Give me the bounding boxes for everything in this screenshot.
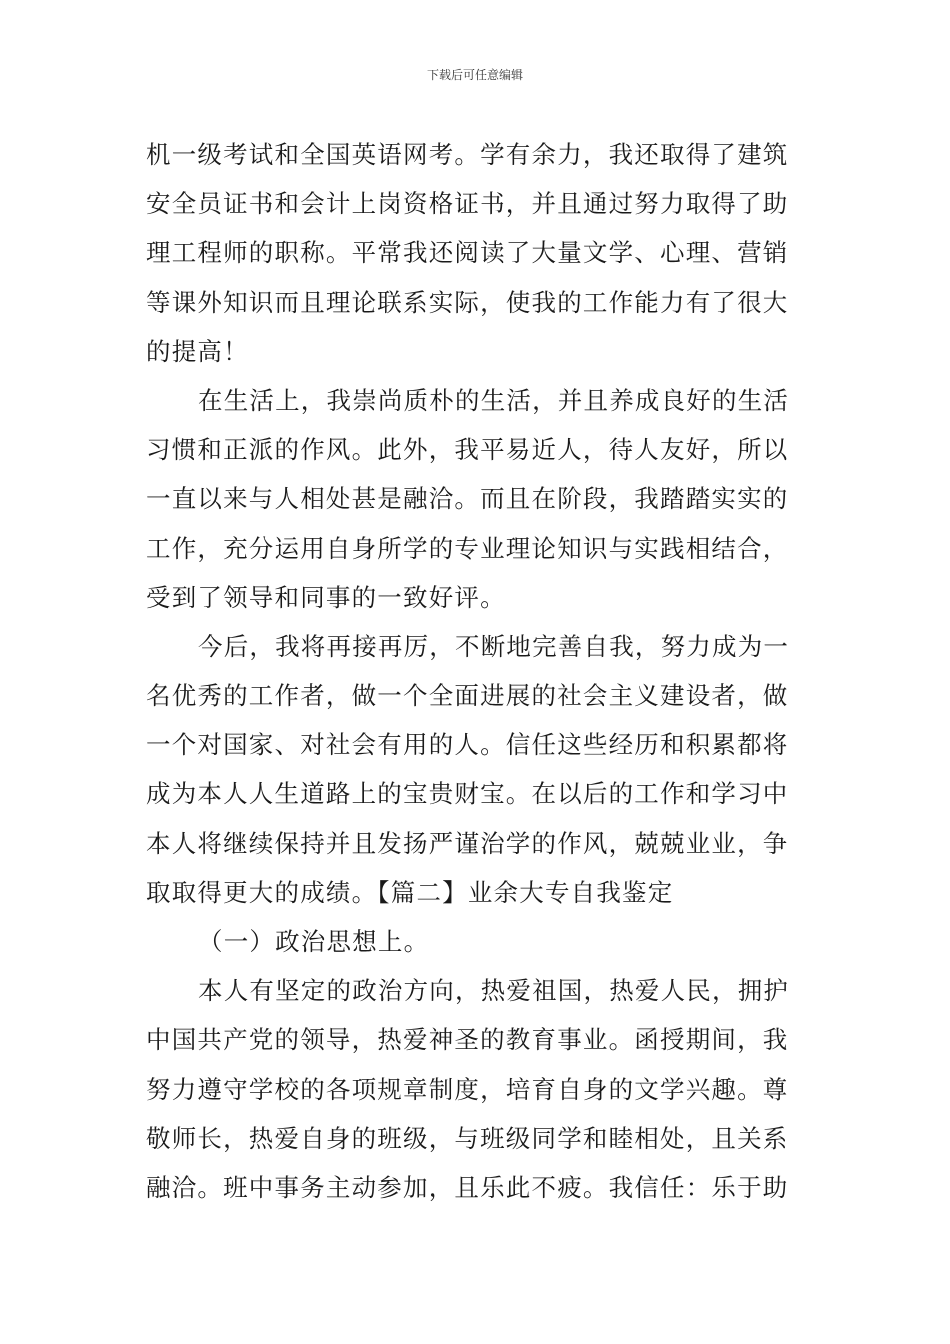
text-line: 的提高！ — [146, 336, 249, 366]
text-line: 安全员证书和会计上岗资格证书，并且通过努力取得了助 — [146, 189, 789, 219]
text-line: 等课外知识而且理论联系实际，使我的工作能力有了很大 — [146, 287, 789, 317]
text-line: 融洽。班中事务主动参加，且乐此不疲。我信任：乐于助 — [146, 1172, 789, 1202]
section-heading: （一）政治思想上。 — [198, 927, 430, 956]
text-line: 名优秀的工作者，做一个全面进展的社会主义建设者，做 — [146, 681, 789, 711]
text-line: 理工程师的职称。平常我还阅读了大量文学、心理、营销 — [146, 238, 789, 268]
paragraph-start-line: 在生活上，我崇尚质朴的生活，并且养成良好的生活 — [198, 385, 790, 415]
text-line: 一个对国家、对社会有用的人。信任这些经历和积累都将 — [146, 730, 789, 760]
text-line: 成为本人人生道路上的宝贵财宝。在以后的工作和学习中 — [146, 779, 789, 809]
text-line: 习惯和正派的作风。此外，我平易近人，待人友好，所以 — [146, 435, 789, 465]
paragraph-start-line: 今后，我将再接再厉，不断地完善自我，努力成为一 — [198, 631, 790, 661]
text-line: 本人将继续保持并且发扬严谨治学的作风，兢兢业业，争 — [146, 828, 789, 858]
text-line: 敬师长，热爱自身的班级，与班级同学和睦相处，且关系 — [146, 1123, 789, 1153]
text-line: 中国共产党的领导，热爱神圣的教育事业。函授期间，我 — [146, 1025, 789, 1055]
text-line: 取取得更大的成绩。【篇二】业余大专自我鉴定 — [146, 877, 674, 907]
text-line: 工作，充分运用自身所学的专业理论知识与实践相结合， — [146, 533, 789, 563]
page-header: 下载后可任意编辑 — [426, 68, 523, 82]
paragraph-start-line: 本人有坚定的政治方向，热爱祖国，热爱人民，拥护 — [198, 976, 790, 1006]
text-line: 受到了领导和同事的一致好评。 — [146, 582, 506, 612]
text-line: 一直以来与人相处甚是融洽。而且在阶段，我踏踏实实的 — [146, 484, 789, 514]
text-line: 努力遵守学校的各项规章制度，培育自身的文学兴趣。尊 — [146, 1074, 789, 1104]
document-body — [146, 130, 808, 1212]
text-line: 机一级考试和全国英语网考。学有余力，我还取得了建筑 — [146, 140, 789, 169]
